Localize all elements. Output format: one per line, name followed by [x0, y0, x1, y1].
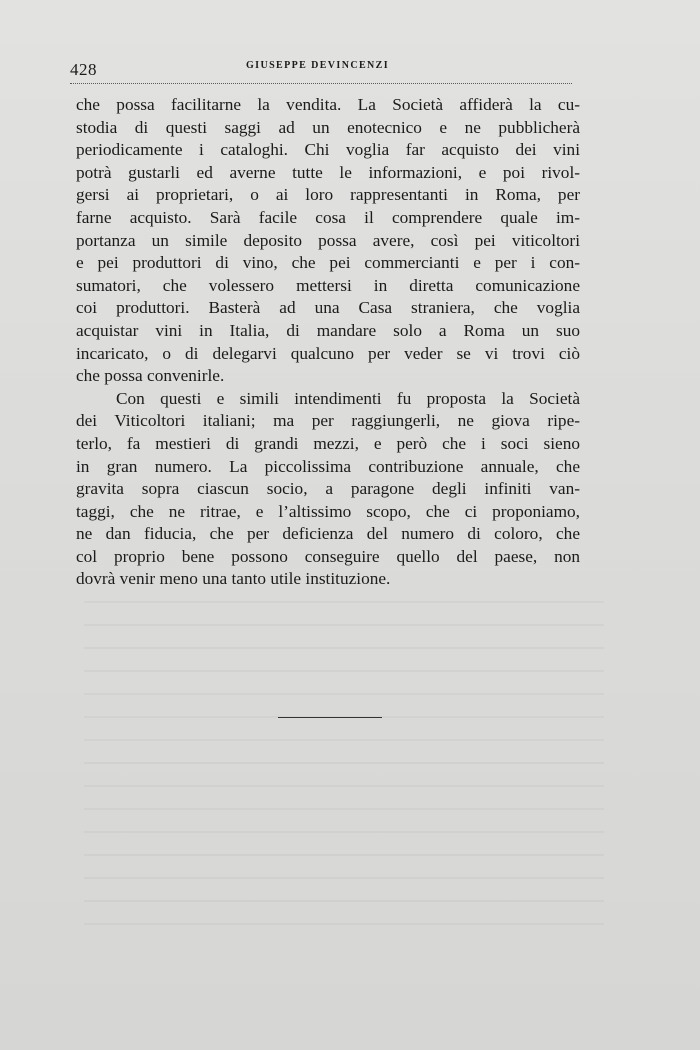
text-line: acquistar vini in Italia, di mandare solo a Roma un suo: [76, 320, 580, 340]
text-line: stodia di questi saggi ad un enotecnico e ne pubblicherà: [76, 117, 580, 137]
text-line: taggi, che ne ritrae, e l’altissimo scopo, che ci proponiamo,: [76, 501, 580, 521]
text-line: gersi ai proprietari, o ai loro rappresentanti in Roma, per: [76, 185, 580, 205]
text-line: e pei produttori di vino, che pei commercianti e per i con-: [76, 253, 580, 273]
text-line: ne dan fiducia, che per deficienza del numero di coloro, che: [76, 524, 580, 544]
text-line: dei Viticoltori italiani; ma per raggiungerli, ne giova ripe-: [76, 411, 580, 431]
text-line: periodicamente i cataloghi. Chi voglia far acquisto dei vini: [76, 140, 580, 160]
page-number: 428: [70, 60, 97, 79]
page-header: [70, 56, 572, 86]
text-line: coi produttori. Basterà ad una Casa straniera, che voglia: [76, 298, 580, 318]
text-line: terlo, fa mestieri di grandi mezzi, e però che i soci sieno: [76, 433, 580, 453]
text-line: potrà gustarli ed averne tutte le informazioni, e poi rivol-: [76, 162, 580, 182]
header-dotted-rule: [70, 83, 572, 84]
text-line: Con questi e simili intendimenti fu proposta la Società: [116, 388, 580, 408]
body-text: [76, 94, 580, 591]
running-head: GIUSEPPE DEVINCENZI: [246, 60, 390, 71]
text-line: che possa facilitarne la vendita. La Società affiderà la cu-: [76, 95, 580, 114]
section-end-rule: [278, 717, 382, 718]
text-line: col proprio bene possono conseguire quello del paese, non: [76, 546, 580, 566]
text-line: incaricato, o di delegarvi qualcuno per veder se vi trovi ciò: [76, 343, 580, 363]
text-line: in gran numero. La piccolissima contribuzione annuale, che: [76, 456, 580, 476]
show-through-texture: [84, 585, 604, 925]
text-line: dovrà venir meno una tanto utile instituzione.: [76, 569, 391, 589]
text-line: che possa convenirle.: [76, 366, 225, 386]
text-line: sumatori, che volessero mettersi in diretta comunicazione: [76, 275, 580, 295]
text-line: farne acquisto. Sarà facile cosa il comprendere quale im-: [76, 207, 580, 227]
text-line: portanza un simile deposito possa avere, così pei viticoltori: [76, 230, 580, 250]
text-line: gravita sopra ciascun socio, a paragone degli infiniti van-: [76, 479, 580, 499]
